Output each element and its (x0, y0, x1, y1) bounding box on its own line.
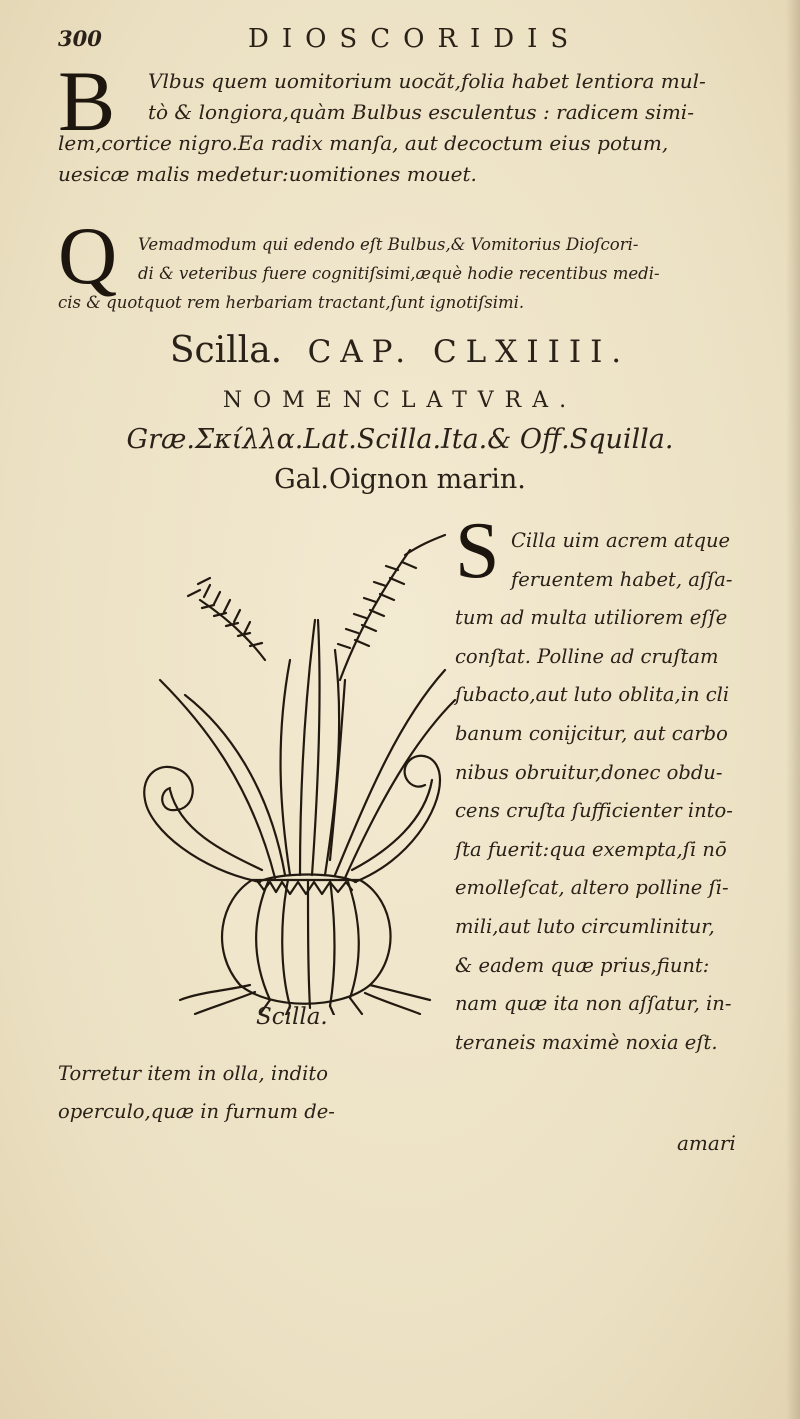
illustration-caption: Scilla. (256, 1004, 328, 1030)
paragraph-annotation (58, 230, 770, 317)
scilla-woodcut-illustration (140, 530, 460, 1015)
text-line: & eadem quæ prius,fiunt: (455, 953, 710, 977)
chapter-number: CAP. CLXIIII. (307, 334, 631, 370)
text-line: emolleſcat, altero polline ſi- (455, 876, 729, 900)
text-line: cis & quotquot rem herbariam tractant,ſunt ignotiſsimi. (58, 293, 525, 312)
text-line: tò & longiora,quàm Bulbus esculentus : radicem simi- (148, 100, 694, 124)
text-line: Vemadmodum qui edendo eſt Bulbus,& Vomitorius Dioſcori- (138, 235, 639, 254)
text-line: nam quæ ita non aſſatur, in- (455, 992, 732, 1016)
text-line: cens cruſta ſufficienter into- (455, 799, 733, 823)
page-header (58, 24, 758, 64)
text-line: mili,aut luto circumlinitur, (455, 914, 715, 938)
page-number: 300 (58, 26, 102, 51)
text-line: operculo,quæ in furnum de- (58, 1100, 335, 1123)
chapter-plant-name: Scilla. (169, 330, 283, 371)
text-line: banum conijcitur, aut carbo (455, 721, 728, 745)
nomenclatura-heading: NOMENCLATVRA. (222, 388, 578, 413)
text-line: ſta fuerit:qua exempta,ſi nō (455, 837, 727, 861)
text-line: nibus obruitur,donec obdu- (455, 760, 723, 784)
text-line: tum ad multa utiliorem eſſe (455, 606, 728, 630)
text-line: lem,cortice nigro.Ea radix manſa, aut decoctum eius potum, (58, 131, 669, 155)
text-line: conſtat. Polline ad cruſtam (455, 644, 719, 668)
text-line: di & veteribus fuere cognitiſsimi,æquè hodie recentibus medi- (138, 264, 660, 283)
catchword: amari (677, 1131, 736, 1155)
paragraph-continuation (58, 1055, 778, 1131)
french-name-line: Gal.Oignon marin. (274, 464, 526, 495)
drop-cap-s: S (455, 507, 500, 595)
paragraph-scilla-text (455, 522, 800, 1062)
text-line: Vlbus quem uomitorium uocăt,folia habet lentiora mul- (148, 69, 706, 93)
text-line: Cilla uim acrem atque (511, 529, 731, 552)
drop-cap-q: Q (58, 210, 118, 301)
chapter-title (0, 330, 800, 371)
text-line: teraneis maximè noxia eſt. (455, 1030, 718, 1054)
paragraph-bulbus-vomitorius (58, 66, 770, 190)
text-line: uesicæ malis medetur:uomitiones mouet. (58, 162, 477, 186)
text-line: feruentem habet, aſſa- (511, 567, 733, 591)
drop-cap-b: B (58, 53, 116, 149)
running-title: DIOSCORIDIS (248, 24, 582, 54)
text-line: ſubacto,aut luto oblita,in cli (455, 683, 730, 707)
synonyms-line: Græ.Σκίλλα.Lat.Scilla.Ita.& Off.Squilla. (126, 424, 674, 455)
text-line: Torretur item in olla, indito (58, 1062, 328, 1085)
